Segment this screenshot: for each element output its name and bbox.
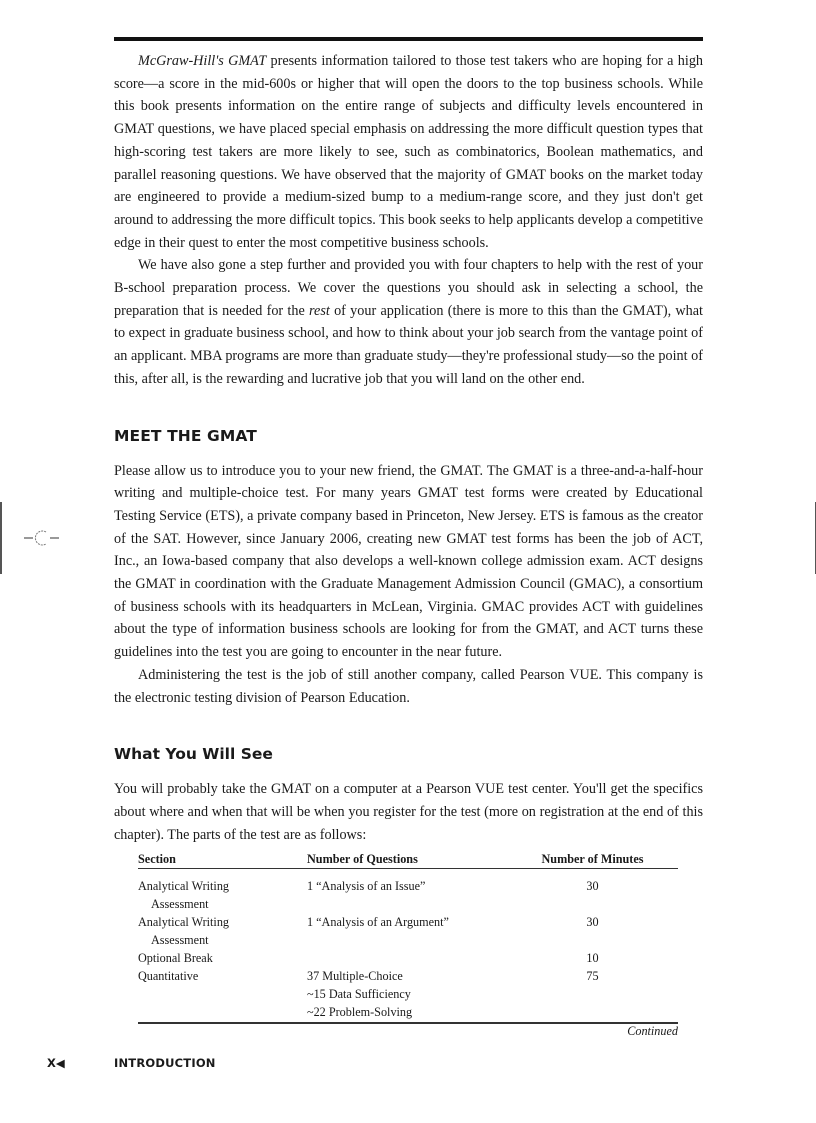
- intro-paragraph-2: We have also gone a step further and provided you with four chapters to help with the rest of your B-school preparation process. We cover the questions you should ask in selecting a school, the preparation that is needed for the rest of your application (there is more to this than the GMAT), what to expect in graduate business school, and how to think about your job search from the vantage point of an applicant. MBA programs are more than graduate study—they're professional study—so the point of this, after all, is the rewarding and lucrative job that you will land on the other end.: [114, 257, 703, 387]
- table-row: Analytical Writing Assessment 1 “Analysis of an Issue” 30: [138, 869, 678, 914]
- page-marker-icon: ◀: [55, 1056, 65, 1070]
- footer-page-number: X◀: [47, 1056, 65, 1070]
- footer-running-title: INTRODUCTION: [114, 1056, 216, 1070]
- minutes-value: 10: [586, 951, 599, 965]
- table-row: Analytical Writing Assessment 1 “Analysis of an Argument” 30: [138, 913, 678, 949]
- table-continued-note: Continued: [627, 1024, 678, 1038]
- question-count: [307, 949, 507, 967]
- question-subcount: ~15 Data Sufficiency: [307, 987, 411, 1001]
- page-edge-left: [0, 502, 2, 574]
- book-title: McGraw-Hill's GMAT: [138, 53, 267, 69]
- intro-paragraph-1: McGraw-Hill's GMAT presents information tailored to those test takers who are hoping for a high score—a score in the mid-600s or higher that will open the doors to the top business schools. While this book presents information on the entire range of subjects and difficulty levels encountered in GMAT questions, we have placed special emphasis on addressing the more difficult question types that high-scoring test takers are more likely to see, such as combinatorics, Boolean mathematics, and parallel reasoning questions. We have observed that the majority of GMAT books on the market today are engineered to provide a medium-sized bump to a medium-range score, and they just don't get around to addressing the more difficult topics. This book seeks to help applicants develop a competitive edge in their quest to enter the most competitive business schools.: [114, 53, 704, 251]
- body-column: [114, 50, 703, 846]
- section-heading-meet-the-gmat: MEET THE GMAT: [114, 426, 257, 445]
- registration-mark-icon: [24, 526, 60, 550]
- section-name: Optional Break: [138, 951, 213, 965]
- table-header-row: [138, 851, 678, 869]
- section-name: Analytical Writing: [138, 915, 230, 929]
- column-header-section: Section: [138, 851, 307, 869]
- question-subcount: ~22 Problem-Solving: [307, 1005, 413, 1019]
- top-rule: [114, 37, 703, 41]
- meet-gmat-paragraph-1: Please allow us to introduce you to your new friend, the GMAT. The GMAT is a three-and-a-half-hour writing and multiple-choice test. For many years GMAT test forms were created by Educational Testing Service (ETS), a private company based in Princeton, New Jersey. ETS is famous as the creator of the SAT. However, since January 2006, creating new GMAT test forms has been the job of ACT, Inc., an Iowa-based company that also develops a well-known college admission exam. ACT designs the GMAT in coordination with the Graduate Management Admission Council (GMAC), a consortium of business schools with its headquarters in McLean, Virginia. GMAC provides ACT with guidelines about the type of information business schools are looking for from the GMAT, and ACT turns these guidelines into the test you are going to encounter in the near future.: [114, 462, 703, 661]
- question-count: 1 “Analysis of an Issue”: [307, 879, 426, 893]
- section-name: Quantitative: [138, 969, 199, 983]
- question-count: 37 Multiple-Choice: [307, 969, 403, 983]
- minutes-value: 75: [586, 969, 599, 983]
- minutes-value: 30: [586, 879, 599, 893]
- test-sections-table: [138, 851, 678, 1038]
- column-header-minutes: Number of Minutes: [507, 851, 678, 869]
- table-row: [138, 949, 678, 967]
- section-name: Analytical Writing: [138, 879, 230, 893]
- question-count: 1 “Analysis of an Argument”: [307, 915, 449, 929]
- meet-gmat-paragraph-2: Administering the test is the job of still another company, called Pearson VUE. This company is the electronic testing division of Pearson Education.: [114, 666, 703, 706]
- what-you-will-see-paragraph: You will probably take the GMAT on a computer at a Pearson VUE test center. You'll get the specifics about where and when that will be when you register for the test (more on registration at the end of this chapter). The parts of the test are as follows:: [114, 781, 703, 843]
- column-header-questions: Number of Questions: [307, 851, 507, 869]
- table-row: [138, 967, 678, 1021]
- subsection-heading-what-you-will-see: What You Will See: [114, 745, 273, 764]
- minutes-value: 30: [586, 915, 599, 929]
